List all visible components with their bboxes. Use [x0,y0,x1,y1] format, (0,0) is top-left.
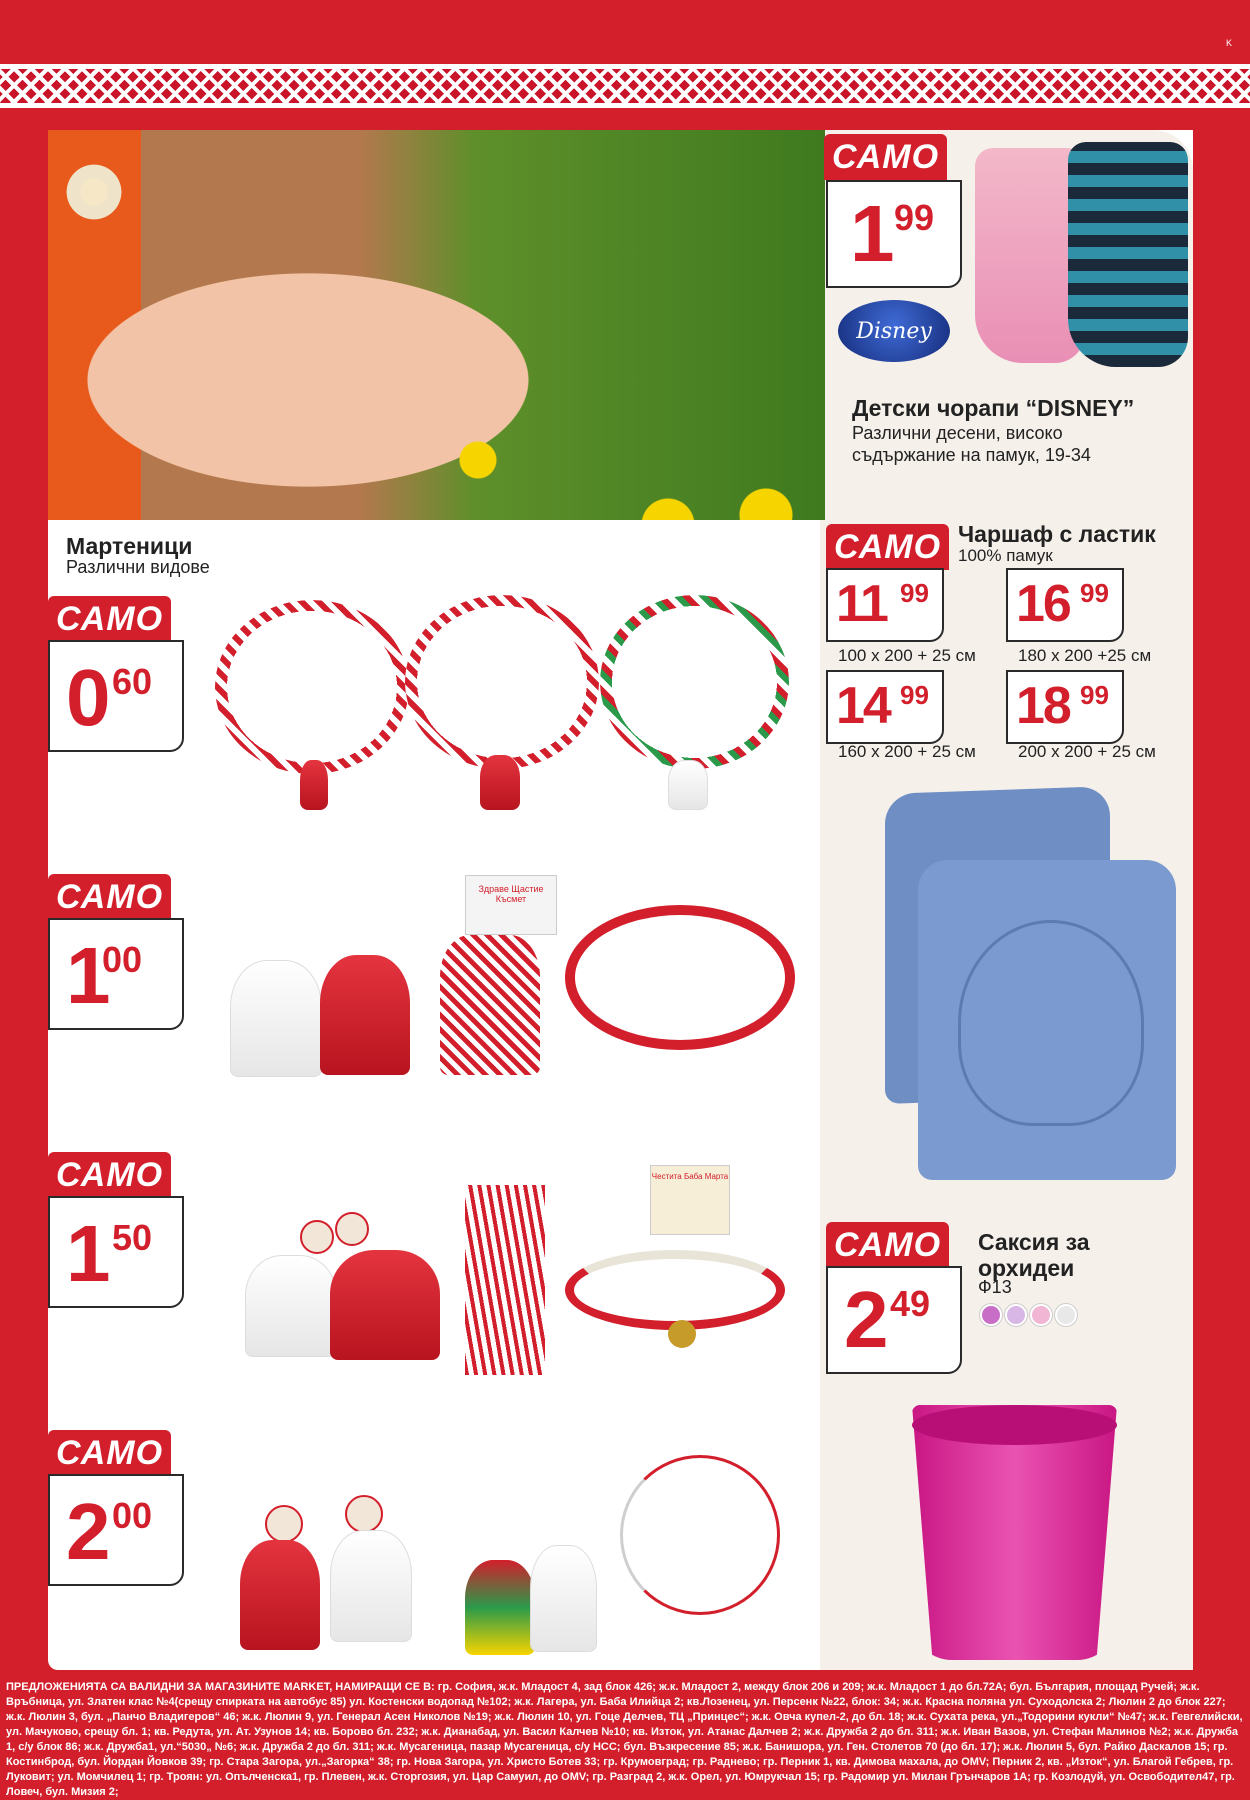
hero-photo [48,130,825,520]
white-doll [530,1545,597,1652]
store-list-footer: ПРЕДЛОЖЕНИЯТА СА ВАЛИДНИ ЗА МАГАЗИНИТЕ MARKET, НАМИРАЩИ СЕ В: гр. София, ж.к. Младост 4, зад блок 426; ж.к. Младост 2, между блок 206 и 209; ж.к. Младост 1 до бл.72А; бул. България, площад Ручей; ж.к. Връбница, ул. Златен клас №4(срещу спирката на автобус 85) ул. Костенски водопад №102; ж.к. Лагера, ул. Баба Илийца 2; кв.Лозенец, ул. Персенк №22, блок: 34; ж.к. Красна поляна ул. Суходолска 2; Люлин 2 до блок 227; ж.к. Люлин 3, бул. „Панчо Владигеров“ 46; ж.к. Люлин 9, ул. Генерал Асен Николов №19; ж.к. Люлин 10, ул. Гоце Делчев, ТЦ „Принцес“; ж.к. Овча купел-2, до бл. 18; ж.к. Сухата река, ул.„Тодорини кукли“ №47; ж.к. Гевгелийски, ул. Мачуково, срещу бл. 1; кв. Редута, ул. Ат. Узунов 14; кв. Борово бл. 232; ж.к. Дианабад, ул. Васил Калчев №10; кв. Изток, ул. Атанас Далчев 2; ж.к. Дружба 2 до бл. 311; ж.к. Иван Вазов, ул. Стефан Малинов №2; ж.к. Дружба 1, с/у блок 86; ж.к. Дружба1, ул.“5030„ №6; ж.к. Дружба 2 до бл. 311; ж.к. Мусагеница, пазар Мусагеница, с/у НСС; бул. Възкресение 85; ж.к. Банишора, ул. Ген. Столетов 70 (до бл. 17); ж.к. Люлин 5, бул. Райко Даскалов 15; гр. Костинброд, бул. Йордан Йовков 39; гр. Стара Загора, ул.„Загорка“ 38; гр. Нова Загора, ул. Христо Ботев 33; гр. Крумовград; гр. Раднево; гр. Перник 1, кв. Димова махала, до OMV; Перник 2, кв. „Изток“, ул. Благой Гебрев, гр. Луковит; ул. Момчилец 1; гр. Троян: ул. Опълченска1, гр. Плевен, ж.к. Сторгозия, ул. Цар Самуил, до OMV; гр. Разград 2, ж.к. Орел, ул. Юмрукчал 15; гр. Радомир ул. Милан Грънчаров 1А; гр. Козлодуй, ул. Освободител47, гр. Ловеч, бул. Мизия 2; [6,1681,1243,1798]
blue-sock-image [1068,142,1188,367]
braided-bracelet [565,905,795,1050]
pot-camo-label: САМО [826,1222,949,1268]
pot-title-line1: Саксия за [978,1229,1090,1255]
green-red-doll [465,1560,535,1655]
white-tassel [230,960,322,1077]
bracelet-tassel [668,760,708,810]
sheet-size-3: 160 х 200 + 25 см [838,742,976,761]
martenitsi-title: Мартеници [66,533,193,559]
color-swatch-clear [1055,1304,1077,1326]
price-main: 18 [1016,677,1070,735]
price-cents: 99 [900,578,929,608]
socks-camo-label: САМО [824,134,947,180]
martenitsi-subtitle: Различни видове [66,557,210,577]
fitted-sheet-front [918,860,1176,1180]
martenitsi-camo-label-2: САМО [48,874,171,920]
price-cents: 99 [1080,578,1109,608]
price-main: 14 [836,677,890,735]
color-swatch-pink [1030,1304,1052,1326]
pot-price-main: 2 [844,1275,887,1364]
martenitsi-price-box-3 [48,1196,184,1308]
price-cents: 60 [112,661,153,702]
socks-price-main: 1 [850,189,893,278]
hair-flower [62,160,126,224]
pot-size: Ф13 [978,1277,1012,1297]
price-main: 11 [836,575,887,633]
price-main: 0 [66,653,109,742]
pot-title-line2: орхидеи [978,1255,1075,1281]
socks-desc-line2: съдържание на памук, 19-34 [852,445,1091,465]
white-doll [330,1530,412,1642]
doll-head [345,1495,383,1533]
socks-title: Детски чорапи “DISNEY” [852,395,1135,421]
pot-price-box [826,1266,962,1374]
sheet-price-box-1 [826,568,944,642]
red-doll [240,1540,320,1650]
martenitsi-price-box-4 [48,1474,184,1586]
martenitsi-camo-label-1: САМО [48,596,171,642]
doll-head [335,1212,369,1246]
bracelet-braided [405,595,599,769]
price-cents: 99 [1080,680,1109,710]
martenitsa-braid-set [440,935,540,1075]
corner-mark: K [1225,38,1232,48]
socks-price-box [826,180,962,288]
price-main: 1 [66,1209,109,1298]
price-cents: 00 [102,939,143,980]
bracelet-tassel [300,760,328,810]
socks-desc-line1: Различни десени, високо [852,423,1063,443]
disney-logo: Disney [838,300,950,362]
red-tassel [320,955,410,1075]
white-doll [245,1255,337,1357]
sheet-size-1: 100 х 200 + 25 см [838,646,976,665]
martenitsa-card: Честита Баба Марта [650,1165,730,1235]
string-bracelet [620,1455,780,1615]
sheet-subtitle: 100% памук [958,546,1053,565]
price-cents: 99 [900,680,929,710]
doll-head [300,1220,334,1254]
martenitsi-camo-label-4: САМО [48,1430,171,1476]
martenitsa-strings-set [465,1185,545,1375]
price-main: 1 [66,931,109,1020]
martenitsi-price-box-2 [48,918,184,1030]
socks-price-cents: 99 [894,197,935,238]
martenitsi-price-box-1 [48,640,184,752]
bracelet-tassel [480,755,520,810]
price-main: 16 [1016,575,1070,633]
bracelet-red-white [215,600,409,774]
sheet-size-2: 180 х 200 +25 см [1018,646,1152,665]
sheet-price-box-4 [1006,670,1124,744]
price-cents: 50 [112,1217,153,1258]
sheet-camo-label: САМО [826,524,949,570]
bracelet-tricolor [600,595,789,769]
sheet-price-box-2 [1006,568,1124,642]
price-main: 2 [66,1487,109,1576]
bracelet-flower-bead [668,1320,696,1348]
color-swatch-purple [980,1304,1002,1326]
color-swatch-lilac [1005,1304,1027,1326]
embroidery-border [0,64,1250,108]
sheet-price-box-3 [826,670,944,744]
sheet-size-4: 200 х 200 + 25 см [1018,742,1156,761]
sheet-title: Чаршаф с ластик [958,521,1156,547]
red-doll [330,1250,440,1360]
orchid-pot-rim [912,1405,1117,1445]
doll-head [265,1505,303,1543]
price-cents: 00 [112,1495,153,1536]
pot-price-cents: 49 [890,1283,931,1324]
martenitsa-package-label: Здраве Щастие Късмет [465,875,557,935]
martenitsi-camo-label-3: САМО [48,1152,171,1198]
bead-bracelet [565,1250,785,1330]
